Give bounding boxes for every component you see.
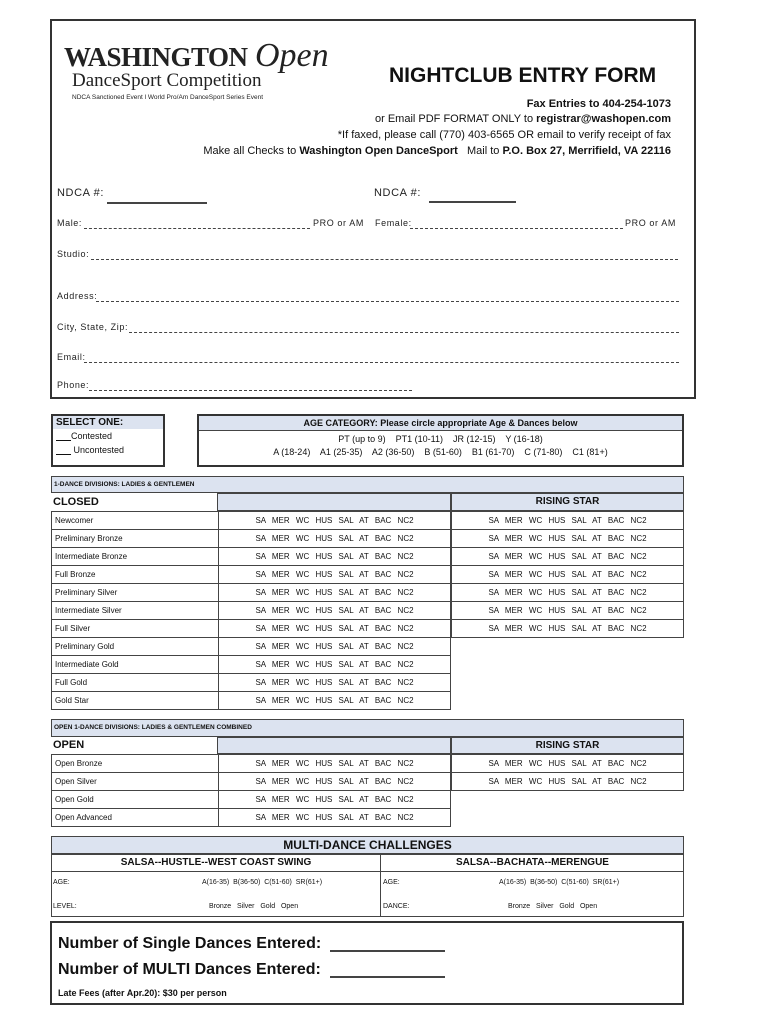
ndca-1-line[interactable] xyxy=(107,202,207,204)
dance-options[interactable]: SA MER WC HUS SAL AT BAC NC2 xyxy=(219,548,451,566)
level-label: Intermediate Bronze xyxy=(52,548,219,566)
dance-options[interactable]: SA MER WC HUS SAL AT BAC NC2 xyxy=(219,773,451,791)
level-label: Intermediate Gold xyxy=(52,656,219,674)
dance-options[interactable]: SA MER WC HUS SAL AT BAC NC2 xyxy=(452,512,684,530)
table-row xyxy=(452,602,684,620)
table-row xyxy=(52,656,451,674)
dance-options[interactable]: SA MER WC HUS SAL AT BAC NC2 xyxy=(452,620,684,638)
dance-options[interactable]: SA MER WC HUS SAL AT BAC NC2 xyxy=(219,584,451,602)
dance-options[interactable]: SA MER WC HUS SAL AT BAC NC2 xyxy=(219,620,451,638)
closed-header-row xyxy=(51,493,684,511)
late-fees-note: Late Fees (after Apr.20): $30 per person xyxy=(58,988,227,998)
select-one-box xyxy=(51,414,165,467)
logo-washington: WASHINGTON xyxy=(64,42,248,72)
table-row xyxy=(52,674,451,692)
age-row-adult[interactable]: A (18-24) A1 (25-35) A2 (36-50) B (51-60) B1 (61-70) C (71-80) C1 (81+) xyxy=(273,447,608,457)
table-row xyxy=(452,530,684,548)
dance-options[interactable]: SA MER WC HUS SAL AT BAC NC2 xyxy=(219,809,451,827)
dance-options[interactable]: SA MER WC HUS SAL AT BAC NC2 xyxy=(452,530,684,548)
multi-left-levels[interactable]: Bronze Silver Gold Open xyxy=(209,903,299,910)
closed-header-band xyxy=(217,493,451,511)
single-dances-label: Number of Single Dances Entered: xyxy=(58,935,322,952)
male-label: Male: xyxy=(57,218,83,228)
multi-left-ages[interactable]: A(16-35) B(36-50) C(51-60) SR(61+) xyxy=(202,879,323,886)
address-label: Address: xyxy=(57,291,98,301)
dance-options[interactable]: SA MER WC HUS SAL AT BAC NC2 xyxy=(219,674,451,692)
closed-label: CLOSED xyxy=(53,496,99,508)
level-label: Intermediate Silver xyxy=(52,602,219,620)
table-row xyxy=(52,530,451,548)
level-label: Preliminary Silver xyxy=(52,584,219,602)
table-row xyxy=(452,566,684,584)
dance-options[interactable]: SA MER WC HUS SAL AT BAC NC2 xyxy=(219,512,451,530)
dance-options[interactable]: SA MER WC HUS SAL AT BAC NC2 xyxy=(219,692,451,710)
level-label: Preliminary Bronze xyxy=(52,530,219,548)
open-label: OPEN xyxy=(53,739,85,751)
table-row xyxy=(52,638,451,656)
city-label: City, State, Zip: xyxy=(57,322,129,332)
studio-line[interactable] xyxy=(91,259,678,260)
open-rising-star-header: RISING STAR xyxy=(451,737,684,754)
open-rising-table xyxy=(451,754,684,791)
ndca-1-label: NDCA #: xyxy=(57,187,104,199)
male-line[interactable] xyxy=(84,228,310,229)
uncontested-option[interactable]: Uncontested xyxy=(73,445,125,455)
dance-options[interactable]: SA MER WC HUS SAL AT BAC NC2 xyxy=(219,566,451,584)
level-label: Preliminary Gold xyxy=(52,638,219,656)
verify-line: *If faxed, please call (770) 403-6565 OR email to verify receipt of fax xyxy=(337,129,671,141)
dance-options[interactable]: SA MER WC HUS SAL AT BAC NC2 xyxy=(219,755,451,773)
level-label: Open Bronze xyxy=(52,755,219,773)
multi-dance-header: MULTI-DANCE CHALLENGES xyxy=(51,836,684,854)
table-row xyxy=(452,548,684,566)
dance-options[interactable]: SA MER WC HUS SAL AT BAC NC2 xyxy=(452,548,684,566)
multi-right-ages[interactable]: A(16-35) B(36-50) C(51-60) SR(61+) xyxy=(499,879,620,886)
closed-table xyxy=(51,511,451,710)
pro-am-2: PRO or AM xyxy=(625,218,676,228)
table-row xyxy=(52,566,451,584)
select-one-header: SELECT ONE: xyxy=(53,416,163,429)
email-line: or Email PDF FORMAT ONLY to registrar@washopen.com xyxy=(375,113,671,125)
level-label: Gold Star xyxy=(52,692,219,710)
multi-right-dance-label: DANCE: xyxy=(383,903,410,910)
female-line[interactable] xyxy=(410,228,623,229)
form-title: NIGHTCLUB ENTRY FORM xyxy=(389,64,657,87)
closed-rising-table xyxy=(451,511,684,638)
fax-line: Fax Entries to 404-254-1073 xyxy=(526,98,671,110)
age-category-box xyxy=(197,414,684,467)
logo-tagline: NDCA Sanctioned Event l World Pro/Am DanceSport Series Event xyxy=(72,94,263,101)
table-row xyxy=(452,512,684,530)
table-row xyxy=(52,791,451,809)
checks-line: Make all Checks to Washington Open DanceSport Mail to P.O. Box 27, Merrifield, VA 22116 xyxy=(203,145,671,157)
female-label: Female: xyxy=(375,218,412,228)
dance-options[interactable]: SA MER WC HUS SAL AT BAC NC2 xyxy=(219,638,451,656)
pro-am-1: PRO or AM xyxy=(313,218,364,228)
table-row xyxy=(52,692,451,710)
ndca-2-line[interactable] xyxy=(429,201,516,203)
dance-options[interactable]: SA MER WC HUS SAL AT BAC NC2 xyxy=(452,584,684,602)
ndca-2-label: NDCA #: xyxy=(374,187,421,199)
table-row xyxy=(52,512,451,530)
contested-option[interactable]: Contested xyxy=(71,431,113,441)
age-category-header: AGE CATEGORY: Please circle appropriate Age & Dances below xyxy=(199,416,682,431)
dance-options[interactable]: SA MER WC HUS SAL AT BAC NC2 xyxy=(452,773,684,791)
open-section-header: OPEN 1-DANCE DIVISIONS: LADIES & GENTLEMEN COMBINED xyxy=(51,719,684,737)
level-label: Newcomer xyxy=(52,512,219,530)
level-label: Open Gold xyxy=(52,791,219,809)
dance-options[interactable]: SA MER WC HUS SAL AT BAC NC2 xyxy=(219,530,451,548)
multi-left-age-label: AGE: xyxy=(53,879,70,886)
single-dances-line[interactable] xyxy=(330,950,445,952)
dance-options[interactable]: SA MER WC HUS SAL AT BAC NC2 xyxy=(452,755,684,773)
multi-dances-line[interactable] xyxy=(330,976,445,978)
table-row xyxy=(52,773,451,791)
dance-options[interactable]: SA MER WC HUS SAL AT BAC NC2 xyxy=(219,602,451,620)
logo-dancesport: DanceSport Competition xyxy=(72,70,262,91)
multi-right-levels[interactable]: Bronze Silver Gold Open xyxy=(508,903,598,910)
level-label: Open Advanced xyxy=(52,809,219,827)
table-row xyxy=(452,620,684,638)
multi-left-level-label: LEVEL: xyxy=(53,903,77,910)
closed-rising-star-header: RISING STAR xyxy=(451,493,684,511)
multi-dances-label: Number of MULTI Dances Entered: xyxy=(58,961,321,978)
level-label: Full Gold xyxy=(52,674,219,692)
level-label: Full Silver xyxy=(52,620,219,638)
email-label: Email: xyxy=(57,352,86,362)
email-field-line[interactable] xyxy=(84,362,679,363)
dance-options[interactable]: SA MER WC HUS SAL AT BAC NC2 xyxy=(452,566,684,584)
multi-left-title: SALSA--HUSTLE--WEST COAST SWING xyxy=(120,857,312,868)
multi-title-rule xyxy=(52,871,683,872)
phone-line[interactable] xyxy=(89,390,412,391)
table-row xyxy=(52,809,451,827)
table-row xyxy=(52,620,451,638)
address-line[interactable] xyxy=(96,301,679,302)
table-row xyxy=(52,755,451,773)
closed-section-header: 1-DANCE DIVISIONS: LADIES & GENTLEMEN xyxy=(51,476,684,493)
table-row xyxy=(452,584,684,602)
multi-right-title: SALSA--BACHATA--MERENGUE xyxy=(456,857,609,868)
table-row xyxy=(452,755,684,773)
table-row xyxy=(52,548,451,566)
multi-dance-box xyxy=(51,854,684,917)
city-line[interactable] xyxy=(129,332,679,333)
dance-options[interactable]: SA MER WC HUS SAL AT BAC NC2 xyxy=(452,602,684,620)
studio-label: Studio: xyxy=(57,249,90,259)
multi-right-age-label: AGE: xyxy=(383,879,400,886)
table-row xyxy=(52,602,451,620)
open-header-band xyxy=(217,737,451,754)
logo-open-script: Open xyxy=(255,37,329,74)
age-row-youth[interactable]: PT (up to 9) PT1 (10-11) JR (12-15) Y (16-18) xyxy=(338,434,543,444)
open-header-row xyxy=(51,737,684,754)
table-row xyxy=(52,584,451,602)
table-row xyxy=(452,773,684,791)
level-label: Full Bronze xyxy=(52,566,219,584)
level-label: Open Silver xyxy=(52,773,219,791)
dance-options[interactable]: SA MER WC HUS SAL AT BAC NC2 xyxy=(219,656,451,674)
open-table xyxy=(51,754,451,827)
dance-options[interactable]: SA MER WC HUS SAL AT BAC NC2 xyxy=(219,791,451,809)
phone-label: Phone: xyxy=(57,380,90,390)
